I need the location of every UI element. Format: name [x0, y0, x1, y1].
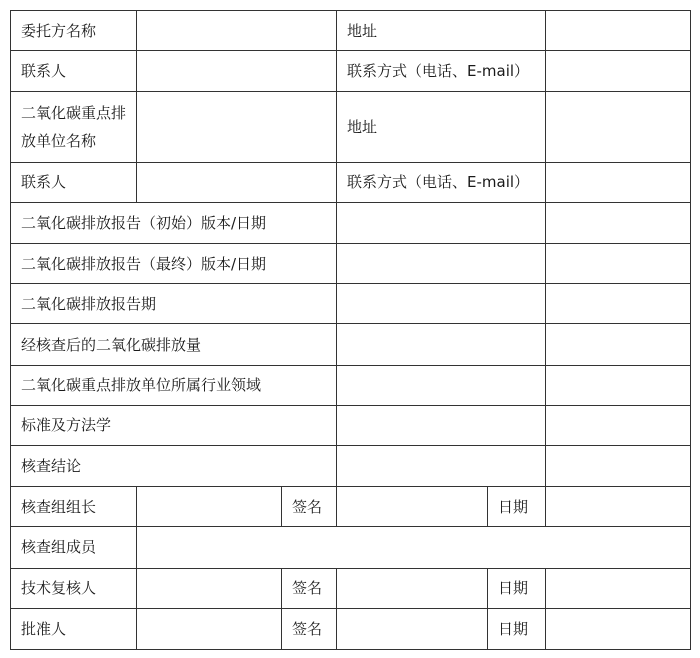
table-row [11, 202, 691, 243]
emitter-address-value[interactable] [546, 92, 691, 162]
report-final-extra[interactable] [546, 244, 691, 284]
standards-value[interactable] [337, 405, 546, 445]
approver-sign-label: 签名 [282, 608, 337, 649]
report-period-value[interactable] [337, 284, 546, 324]
report-period-extra[interactable] [546, 284, 691, 324]
client-address-label: 地址 [337, 11, 546, 51]
emitter-contact-value[interactable] [137, 162, 337, 202]
emitter-address-label: 地址 [337, 92, 546, 162]
table-row [11, 487, 691, 527]
table-row [11, 284, 691, 324]
industry-value[interactable] [337, 365, 546, 405]
report-final-value[interactable] [337, 244, 546, 284]
tech-reviewer-date-label: 日期 [488, 568, 546, 608]
report-initial-label: 二氧化碳排放报告（初始）版本/日期 [11, 202, 337, 243]
report-initial-value[interactable] [337, 202, 546, 243]
client-contact-label: 联系人 [11, 51, 137, 92]
table-row [11, 568, 691, 608]
report-period-label: 二氧化碳排放报告期 [11, 284, 337, 324]
approver-date-label: 日期 [488, 608, 546, 649]
team-leader-value[interactable] [137, 487, 282, 527]
team-leader-sign-value[interactable] [337, 487, 488, 527]
client-contact-method-label: 联系方式（电话、E-mail） [337, 51, 546, 92]
industry-extra[interactable] [546, 365, 691, 405]
industry-label: 二氧化碳重点排放单位所属行业领域 [11, 365, 337, 405]
tech-reviewer-sign-value[interactable] [337, 568, 488, 608]
conclusion-value[interactable] [337, 446, 546, 487]
table-row [11, 405, 691, 445]
approver-label: 批准人 [11, 608, 137, 649]
table-row [11, 92, 691, 162]
approver-value[interactable] [137, 608, 282, 649]
tech-reviewer-value[interactable] [137, 568, 282, 608]
team-leader-label: 核查组组长 [11, 487, 137, 527]
tech-reviewer-date-value[interactable] [546, 568, 691, 608]
emitter-name-value[interactable] [137, 92, 337, 162]
table-row [11, 11, 691, 51]
verified-emissions-value[interactable] [337, 324, 546, 365]
table-row [11, 244, 691, 284]
team-members-label: 核查组成员 [11, 527, 137, 568]
standards-extra[interactable] [546, 405, 691, 445]
client-contact-method-value[interactable] [546, 51, 691, 92]
client-contact-value[interactable] [137, 51, 337, 92]
team-leader-date-value[interactable] [546, 487, 691, 527]
emitter-contact-method-label: 联系方式（电话、E-mail） [337, 162, 546, 202]
team-leader-date-label: 日期 [488, 487, 546, 527]
emitter-contact-method-value[interactable] [546, 162, 691, 202]
emitter-contact-label: 联系人 [11, 162, 137, 202]
emitter-name-label: 二氧化碳重点排放单位名称 [11, 92, 137, 162]
client-address-value[interactable] [546, 11, 691, 51]
conclusion-label: 核查结论 [11, 446, 337, 487]
approver-date-value[interactable] [546, 608, 691, 649]
table-row [11, 365, 691, 405]
table-row [11, 324, 691, 365]
table-row [11, 527, 691, 568]
standards-label: 标准及方法学 [11, 405, 337, 445]
client-name-label: 委托方名称 [11, 11, 137, 51]
report-initial-extra[interactable] [546, 202, 691, 243]
table-row [11, 51, 691, 92]
table-row [11, 446, 691, 487]
conclusion-extra[interactable] [546, 446, 691, 487]
tech-reviewer-label: 技术复核人 [11, 568, 137, 608]
team-members-value[interactable] [137, 527, 691, 568]
table-row [11, 162, 691, 202]
verified-emissions-label: 经核查后的二氧化碳排放量 [11, 324, 337, 365]
table-row [11, 608, 691, 649]
verified-emissions-extra[interactable] [546, 324, 691, 365]
approver-sign-value[interactable] [337, 608, 488, 649]
report-final-label: 二氧化碳排放报告（最终）版本/日期 [11, 244, 337, 284]
verification-info-table [10, 10, 691, 650]
tech-reviewer-sign-label: 签名 [282, 568, 337, 608]
team-leader-sign-label: 签名 [282, 487, 337, 527]
client-name-value[interactable] [137, 11, 337, 51]
